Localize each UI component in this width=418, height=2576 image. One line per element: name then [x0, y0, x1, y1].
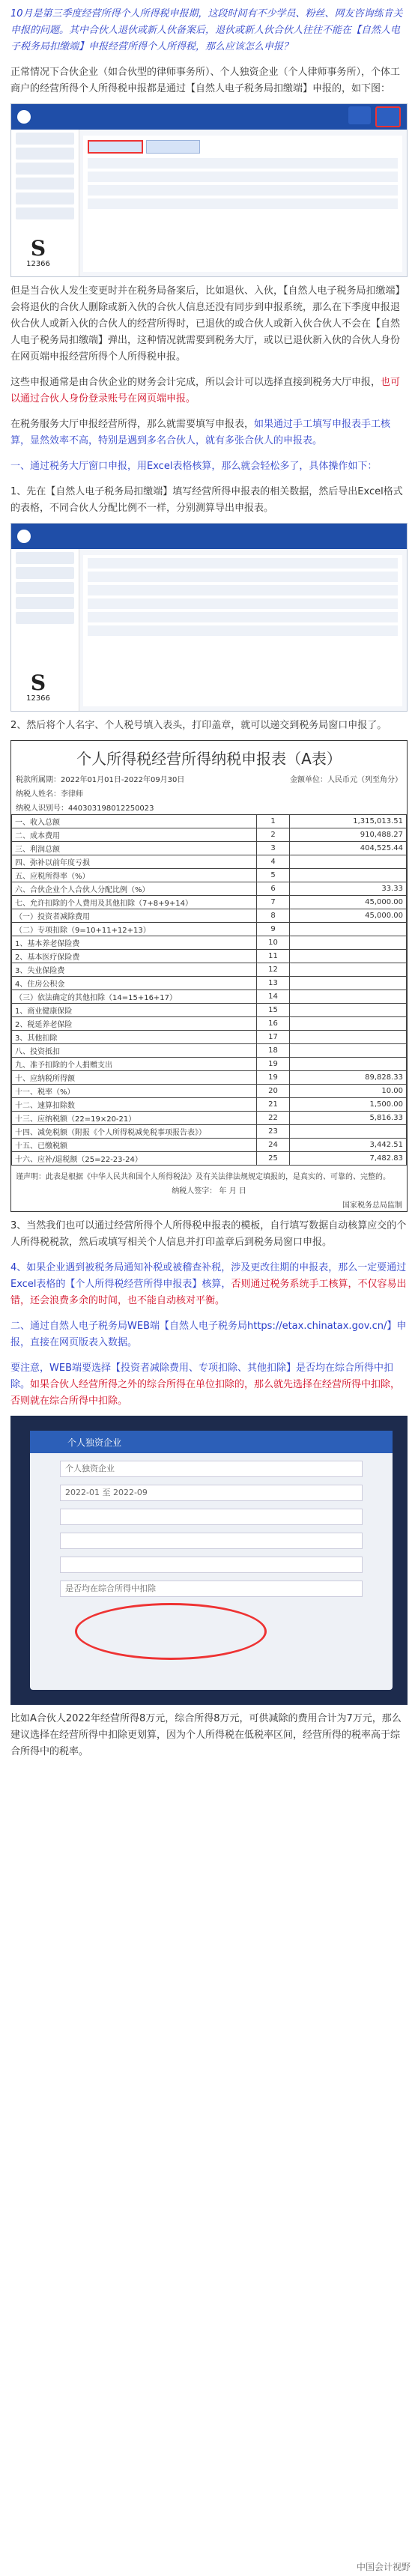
table-row: 2、基本医疗保险费 11: [12, 950, 407, 963]
table-row: 十五、已缴税额 24 3,442.51: [12, 1139, 407, 1152]
screenshot-web: 个人独资企业 个人独资企业 2022-01 至 2022-09 是否均在综合所得中扣除: [10, 1416, 408, 1705]
toolbar-icon[interactable]: [348, 106, 371, 124]
table-row: 十二、速算扣除数 21 1,500.00: [12, 1098, 407, 1112]
table-row: 九、准予扣除的个人捐赠支出 19: [12, 1058, 407, 1071]
paragraph-4: 在税务服务大厅申报经营所得，那么就需要填写申报表，如果通过手工填写申报表手工核算，显然效率不高，特别是遇到多名合伙人，就有多张合伙人的申报表。: [10, 419, 391, 446]
table-row: 十三、应纳税额（22=19×20-21） 22 5,816.33: [12, 1112, 407, 1125]
tax-logo-icon: [17, 110, 31, 124]
paragraph-11: 要注意，WEB端要选择【投资者减除费用、专项扣除、其他扣除】是否均在综合所得中扣除。如果合伙人经营所得之外的综合所得在单位扣除的，那么就先选择在经营所得中扣除，否则就在综合所得中扣除。: [10, 1363, 401, 1407]
table-row: 三、利润总额 3 404,525.44: [12, 842, 407, 855]
table-row: 3、失业保险费 12: [12, 963, 407, 977]
table-row: 十四、减免税额（附报《个人所得税减免税事项报告表》） 23: [12, 1125, 407, 1139]
table-row: 十六、应补/退税额（25=22-23-24） 25 7,482.83: [12, 1152, 407, 1166]
tab-highlighted[interactable]: [88, 140, 143, 154]
table-row: 2、税延养老保险 16: [12, 1017, 407, 1031]
table-row: 十一、税率（%） 20 10.00: [12, 1085, 407, 1098]
paragraph-7: 2、然后将个人名字、个人税号填入表头，打印盖章，就可以递交到税务局窗口申报了。: [10, 720, 387, 731]
table-row: 二、成本费用 2 910,488.27: [12, 828, 407, 842]
table-row: 七、允许扣除的个人费用及其他扣除（7+8+9+14） 7 45,000.00: [12, 896, 407, 909]
watermark: 中国会计视野: [356, 2562, 411, 2572]
paragraph-2: 但是当合伙人发生变更时并在税务局备案后，比如退伙、入伙，【自然人电子税务局扣缴端】会将退伙的合伙人删除或新入伙的合伙人信息还没有同步到申报系统，那么在下季度申报退伙合伙人或新入伙的合伙人的经营所得时，已退伙的或合伙人或新入伙合伙人不会在【自然人电子税务局扣缴端】弹出，这种情况就需要到税务大厅，或以已退伙新入伙的合伙人身份在网页端申报经营所得个人所得税申报。: [10, 285, 405, 363]
paragraph-10: 二、通过自然人电子税务局WEB端【自然人电子税务局https://etax.chinatax.gov.cn/】申报，直接在网页版表入数据。: [10, 1321, 407, 1348]
paragraph-8: 3、当然我们也可以通过经营所得个人所得税申报表的模板，自行填写数据自动核算应交的个人所得税税款，然后或填写相关个人信息并打印盖章后到税务局窗口申报。: [10, 1220, 407, 1248]
toolbar-icon-selected[interactable]: [375, 106, 401, 127]
tax-logo-icon: [17, 530, 31, 543]
paragraph-5: 一、通过税务大厅窗口申报，用Excel表格核算，那么就会轻松多了，具体操作如下：: [10, 461, 378, 472]
app-main: [83, 136, 402, 272]
table-row: 五、应税所得率（%） 5: [12, 869, 407, 882]
tab[interactable]: [146, 140, 200, 154]
table-row: 四、弥补以前年度亏损 4: [12, 855, 407, 869]
paragraph-9: 4、如果企业遇到被税务局通知补税或被稽查补税，涉及更改往期的申报表，那么一定要通过Excel表格的【个人所得税经营所得申报表】核算，否则通过税务系统手工核算，不仅容易出错，还会浪费多余的时间，也不能自动核对平衡。: [10, 1262, 407, 1306]
screenshot-export: [10, 523, 408, 712]
screenshot-tax-client: [10, 103, 408, 277]
paragraph-3: 这些申报通常是由合伙企业的财务会计完成，所以会计可以选择直接到税务大厅申报，也可以通过合伙人身份登录账号在网页端申报。: [10, 377, 401, 404]
paragraph-1: 正常情况下合伙企业（如合伙型的律师事务所）、个人独资企业（个人律师事务所），个体工商户的经营所得个人所得税申报都是通过【自然人电子税务局扣缴端】申报的，如下图：: [10, 67, 401, 94]
intro-paragraph: 10月是第三季度经营所得个人所得税申报期，这段时间有不少学员、粉丝、网友咨询练肯关申报的问题。其中合伙人退伙或新人伙备案后，退伙或新人伙合伙人往往不能在【自然人电子税务局扣缴端】申报经营所得个人所得税，那么应该怎么申报？: [10, 8, 403, 52]
form-table: [11, 814, 407, 1166]
highlight-oval: [75, 1603, 267, 1660]
12366-stamp: S 12366: [26, 236, 50, 268]
form-title: 个人所得税经营所得纳税申报表（A表）: [76, 750, 342, 768]
table-row: （三）依法确定的其他扣除（14=15+16+17） 14: [12, 990, 407, 1004]
tax-form: 个人所得税经营所得纳税申报表（A表） 税款所属期：2022年01月01日-2022年09月30日 金额单位：人民币元（列至角分） 纳税人姓名：李律师 纳税人识别号：440303198012250023 一、收入总额 1 1,315,013.51 二、成本费用 2 910,488.27 三、利润总额 3 404,525.44 四、弥补以前年度亏损 4 五、应税所得率（%） 5 六、合伙企业个人合伙人分配比例（%） 6 33.33 七、允许扣除的个人费用及其他扣除（7+8+9+14） 7 45,000.00 （一）投资者减除费用 8 45,000.00 （二）专项扣除（9=10+11+12+13） 9 1、基本养老保险费 10 2、基本医疗保险费 11 3、失业保险费 12 4、住房公积金 13 （三）依法确定的其他扣除（14=15+16+17） 14 1、商业健康保险 15 2、税延养老保险 16 3、其他扣除 17 八、投资抵扣 18 九、准予扣除的个人捐赠支出 19 十、应纳税所得额 19 89,828.33 十一、税率（%） 20 10.00 十二、速算扣除数 21 1,500.00 十三、应纳税额（22=19×20-21） 22 5,816.33 十四、减免税额（附报《个人所得税减免税事项报告表》） 23 十五、已缴税额 24 3,442.51 十六、应补/退税额（25=22-23-24） 25 7,482.83 谨声明：此表是根据《中华人民共和国个人所得税法》及有关法律法规规定填报的，是真实的、可靠的、完整的。 纳税人签字： 年 月 日 国家税务总局监制: [10, 740, 408, 1212]
app-header: [11, 104, 407, 130]
paragraph-6: 1、先在【自然人电子税务局扣缴端】填写经营所得申报表的相关数据，然后导出Excel格式的表格，不同合伙人分配比例不一样，分别测算导出申报表。: [10, 486, 403, 514]
table-row: 1、基本养老保险费 10: [12, 936, 407, 950]
table-row: 3、其他扣除 17: [12, 1031, 407, 1044]
table-row: 1、商业健康保险 15: [12, 1004, 407, 1017]
paragraph-12: 比如A合伙人2022年经营所得8万元，综合所得8万元，可供减除的费用合计为7万元，那么建议选择在经营所得中扣除更划算，因为个人所得税在低税率区间，经营所得的税率高于综合所得中的税率。: [10, 1713, 402, 1757]
table-row: 八、投资抵扣 18: [12, 1044, 407, 1058]
12366-stamp: S 12366: [26, 670, 50, 703]
table-row: （一）投资者减除费用 8 45,000.00: [12, 909, 407, 923]
table-row: 六、合伙企业个人合伙人分配比例（%） 6 33.33: [12, 882, 407, 896]
table-row: 一、收入总额 1 1,315,013.51: [12, 815, 407, 828]
table-row: 4、住房公积金 13: [12, 977, 407, 990]
table-row: （二）专项扣除（9=10+11+12+13） 9: [12, 923, 407, 936]
table-row: 十、应纳税所得额 19 89,828.33: [12, 1071, 407, 1085]
